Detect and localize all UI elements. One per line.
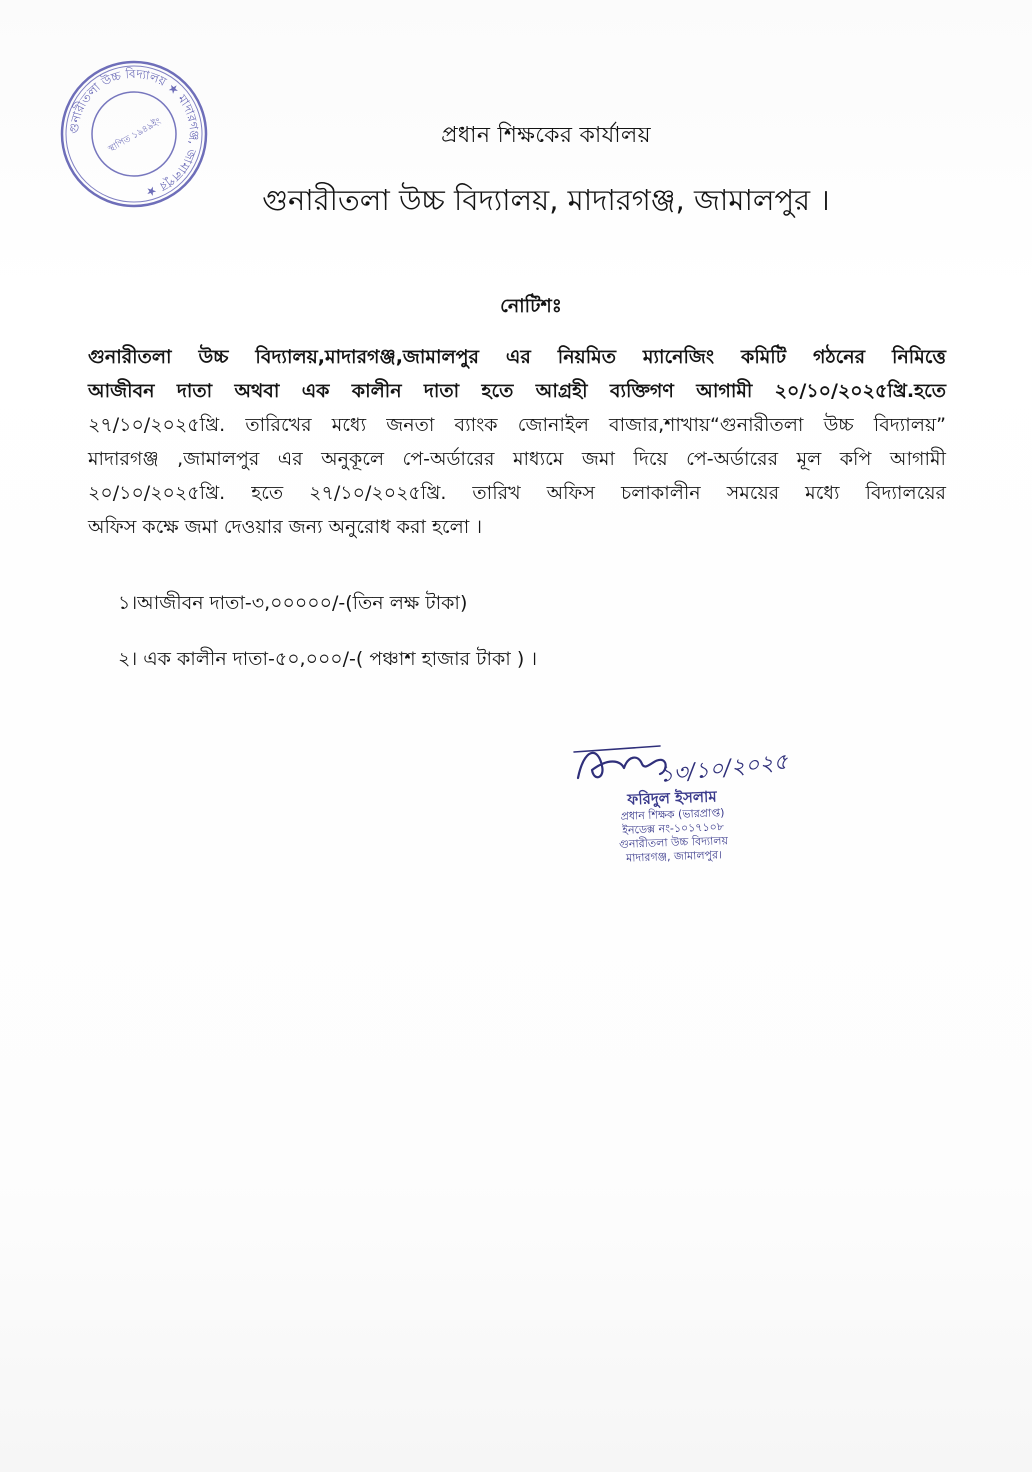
signatory-name: ফরিদুল ইসলাম — [627, 787, 717, 809]
signatory-index: ইনডেক্স নং-১০১৭১০৮ — [622, 820, 725, 837]
notice-line: আজীবন দাতা অথবা এক কালীন দাতা হতে আগ্রহী ব্যক্তিগণ আগামী ২০/১০/২০২৫খ্রি.হতে — [88, 380, 946, 402]
office-title: প্রধান শিক্ষকের কার্যালয় — [441, 123, 651, 148]
seal-ring-text: গুনারীতলা উচ্চ বিদ্যালয় ★ মাদারগঞ্জ, জামালপুর ★ — [66, 66, 202, 200]
notice-line: ২৭/১০/২০২৫খ্রি. তারিখের মধ্যে জনতা ব্যাংক জোনাইল বাজার,শাখায়“গুনারীতলা উচ্চ বিদ্যালয়” — [88, 414, 946, 436]
donation-item-onetime: ২। এক কালীন দাতা-৫০,০০০/-( পঞ্চাশ হাজার টাকা ) । — [118, 648, 538, 670]
seal-center-text: স্থাপিত ১৯৪৯ইং — [107, 116, 163, 155]
donation-list — [118, 588, 818, 674]
notice-line: ২০/১০/২০২৫খ্রি. হতে ২৭/১০/২০২৫খ্রি. তারিখ অফিস চলাকালীন সময়ের মধ্যে বিদ্যালয়ের — [88, 482, 946, 504]
signatory-designation: প্রধান শিক্ষক (ভারপ্রাপ্ত) — [620, 806, 725, 823]
signature-date: ১৩/১০/২০২৫ — [658, 749, 790, 788]
donation-item-lifetime: ১।আজীবন দাতা-৩,০০০০০/-(তিন লক্ষ টাকা) — [118, 592, 468, 614]
notice-line: অফিস কক্ষে জমা দেওয়ার জন্য অনুরোধ করা হলো । — [88, 516, 483, 538]
signatory-address: মাদারগঞ্জ, জামালপুর। — [625, 848, 723, 865]
notice-heading: নোটিশঃ — [500, 295, 562, 317]
signature-block — [568, 738, 828, 888]
notice-line: গুনারীতলা উচ্চ বিদ্যালয়,মাদারগঞ্জ,জামালপুর এর নিয়মিত ম্যানেজিং কমিটি গঠনের নিমিত্তে — [88, 346, 946, 368]
signatory-school: গুনারীতলা উচ্চ বিদ্যালয় — [618, 834, 729, 851]
signature-stamp — [567, 784, 780, 867]
school-title: গুনারীতলা উচ্চ বিদ্যালয়, মাদারগঞ্জ, জামালপুর । — [262, 183, 830, 217]
notice-line: মাদারগঞ্জ ,জামালপুর এর অনুকূলে পে-অর্ডারের মাধ্যমে জমা দিয়ে পে-অর্ডারের মূল কপি আগামী — [88, 448, 946, 470]
notice-body — [88, 340, 946, 544]
